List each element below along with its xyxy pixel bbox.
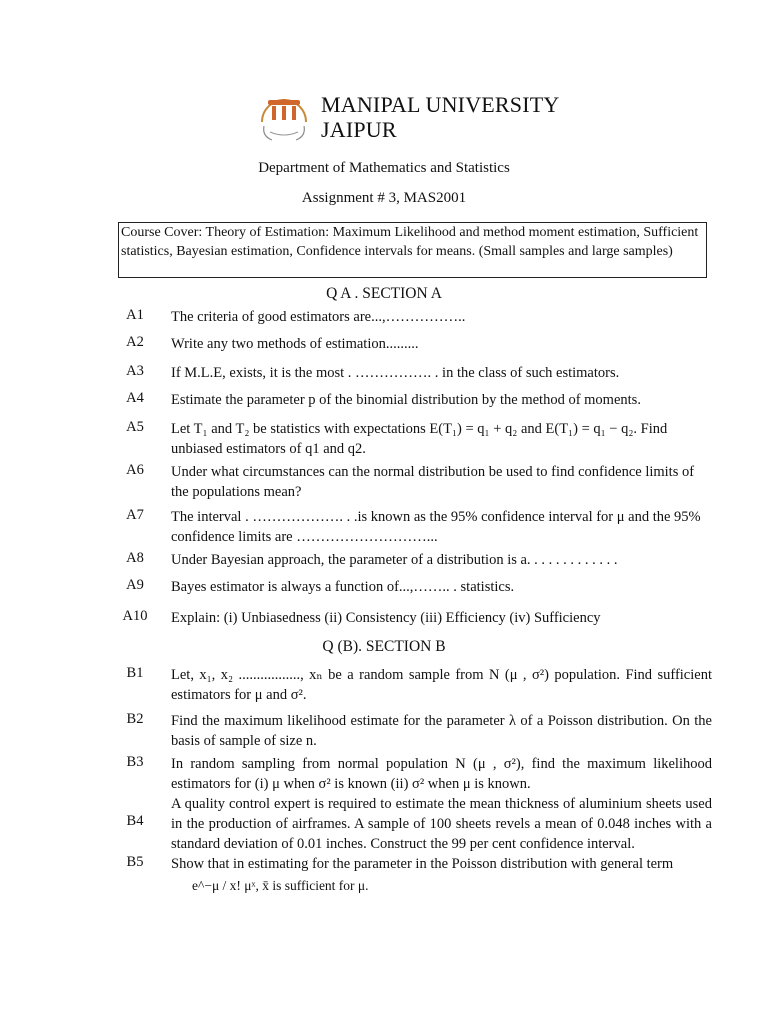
question-id: A2 — [126, 334, 144, 350]
question-text: Under what circumstances can the normal distribution be used to find confidence limits of the populations mean? — [171, 464, 695, 500]
question-text: Explain: (i) Unbiasedness (ii) Consistency (iii) Efficiency (iv) Sufficiency — [171, 610, 601, 626]
department-title: Department of Mathematics and Statistics — [258, 160, 510, 176]
question-id: A9 — [126, 577, 144, 593]
question-text: Bayes estimator is always a function of...,…….. . statistics. — [171, 579, 515, 595]
question-text: Let, x₁, x₂ ................., xₙ be a random sample from N (μ , σ²) population. Find sufficient estimators for μ and σ². — [171, 667, 712, 703]
question-id: B3 — [126, 754, 144, 770]
university-logo — [254, 92, 314, 144]
question-id: A8 — [126, 550, 144, 566]
university-name-line1: MANIPAL UNIVERSITY — [321, 92, 560, 117]
question-id: A1 — [126, 307, 144, 323]
question-text: Under Bayesian approach, the parameter of a distribution is a. . . . . . . . . . . . . — [171, 552, 618, 568]
question-id: A4 — [126, 390, 144, 406]
question-id: A7 — [126, 507, 144, 523]
question-text: The criteria of good estimators are...,…………….. — [171, 309, 466, 325]
question-text: Estimate the parameter p of the binomial distribution by the method of moments. — [171, 392, 641, 408]
question-id: B2 — [126, 711, 144, 727]
university-name — [321, 92, 559, 142]
question-id: A5 — [126, 419, 144, 435]
question-text: Find the maximum likelihood estimate for the parameter λ of a Poisson distribution. On the basis of sample of size n. — [171, 713, 712, 749]
question-id: A10 — [122, 608, 148, 624]
university-name-line2: JAIPUR — [321, 117, 397, 142]
question-id: A6 — [126, 462, 144, 478]
question-text: Let T₁ and T₂ be statistics with expectations E(T₁) = q₁ + q₂ and E(T₁) = q₁ − q₂. Find unbiased estimators of q1 and q2. — [171, 421, 668, 457]
question-text: Show that in estimating for the parameter in the Poisson distribution with general term — [171, 856, 674, 872]
question-id: B1 — [126, 665, 144, 681]
question-text: A quality control expert is required to estimate the mean thickness of aluminium sheets used in the production of airframes. A sample of 100 sheets revels a mean of 0.048 inches with a standard deviation of 0.01 inches. Construct the 99 per cent confidence interval. — [171, 796, 712, 852]
poisson-term-formula: e^−μ / x! μˣ, x̄ is sufficient for μ. — [192, 878, 369, 893]
question-text: The interval . ………………. . .is known as the 95% confidence interval for μ and the 95% confidence limits are ………………………... — [171, 509, 701, 545]
course-cover-box: Course Cover: Theory of Estimation: Maximum Likelihood and method moment estimation, Sufficient statistics, Bayesian estimation, Confidence intervals for means. (Small samples and large samples) — [118, 222, 707, 278]
question-text: If M.L.E, exists, it is the most . ……………. . in the class of such estimators. — [171, 365, 620, 381]
question-id: A3 — [126, 363, 144, 379]
section-a-title: Q A . SECTION A — [326, 285, 442, 302]
question-id: B4 — [126, 813, 144, 829]
question-text: Write any two methods of estimation......... — [171, 336, 419, 352]
section-b-title: Q (B). SECTION B — [322, 638, 446, 655]
assignment-title: Assignment # 3, MAS2001 — [301, 190, 467, 206]
question-id: B5 — [126, 854, 144, 870]
question-text: In random sampling from normal population N (μ , σ²), find the maximum likelihood estimators for (i) μ when σ² is known (ii) σ² when μ is known. — [171, 756, 712, 792]
